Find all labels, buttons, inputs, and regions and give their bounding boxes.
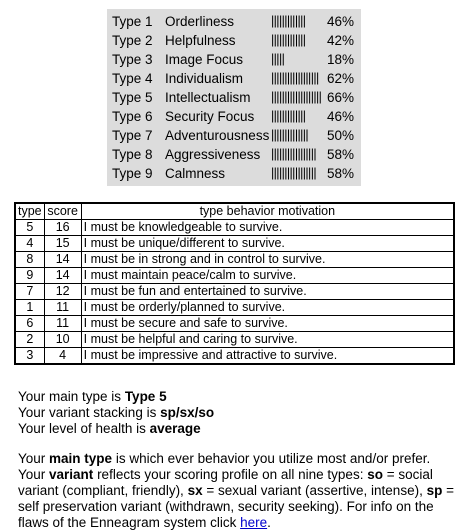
score-type: Type 1 <box>112 14 153 29</box>
score-type: Type 7 <box>112 128 153 143</box>
row-score: 11 <box>44 300 81 316</box>
row-type: 7 <box>15 284 44 300</box>
row-type: 1 <box>15 300 44 316</box>
table-row <box>15 300 454 316</box>
row-score: 4 <box>44 348 81 365</box>
stacking-line: Your variant stacking is sp/sx/so <box>18 405 215 420</box>
table-row <box>15 284 454 300</box>
score-type: Type 9 <box>112 166 153 181</box>
score-type: Type 8 <box>112 147 153 162</box>
header-score: score <box>44 203 81 220</box>
score-type: Type 5 <box>112 90 153 105</box>
row-score: 16 <box>44 220 81 236</box>
row-type: 9 <box>15 268 44 284</box>
score-name: Orderliness <box>165 14 235 29</box>
enneagram-flaws-link[interactable]: here <box>240 515 268 530</box>
score-percent: 18% <box>327 52 355 67</box>
row-score: 10 <box>44 332 81 348</box>
score-bar: ||||| <box>271 52 285 66</box>
score-bar: ||||||||||||| <box>271 109 306 123</box>
row-motivation: I must be helpful and caring to survive. <box>81 332 454 348</box>
score-type: Type 4 <box>112 71 153 86</box>
row-score: 14 <box>44 268 81 284</box>
score-name: Image Focus <box>165 52 244 67</box>
score-bar: |||||||||||||||||| <box>271 71 319 85</box>
score-type: Type 6 <box>112 109 153 124</box>
score-type: Type 2 <box>112 33 153 48</box>
score-percent: 46% <box>327 109 355 124</box>
score-percent: 58% <box>327 147 355 162</box>
row-motivation: I must be secure and safe to survive. <box>81 316 454 332</box>
table-row <box>15 332 454 348</box>
score-percent: 58% <box>327 166 355 181</box>
row-type: 4 <box>15 236 44 252</box>
row-type: 6 <box>15 316 44 332</box>
table-body <box>15 220 454 365</box>
score-bar: ||||||||||||| <box>271 14 306 28</box>
score-percent: 62% <box>327 71 355 86</box>
health-line: Your level of health is average <box>18 421 201 436</box>
main-type-value: Type 5 <box>124 389 167 404</box>
score-percent: 42% <box>327 33 355 48</box>
score-type: Type 3 <box>112 52 153 67</box>
row-motivation: I must be knowledgeable to survive. <box>81 220 454 236</box>
score-bar: ||||||||||||||||||| <box>271 90 322 104</box>
score-percent: 66% <box>327 90 355 105</box>
score-name: Calmness <box>165 166 226 181</box>
row-score: 15 <box>44 236 81 252</box>
score-percent: 46% <box>327 14 355 29</box>
score-bar: ||||||||||||| <box>271 33 306 47</box>
row-motivation: I must maintain peace/calm to survive. <box>81 268 454 284</box>
main-type-line: Your main type is Type 5 <box>18 389 167 404</box>
table-row <box>15 236 454 252</box>
table-row <box>15 220 454 236</box>
row-motivation: I must be impressive and attractive to survive. <box>81 348 454 365</box>
score-name: Adventurousness <box>165 128 270 143</box>
row-score: 11 <box>44 316 81 332</box>
score-panel <box>107 9 361 186</box>
health-value: average <box>149 421 201 436</box>
table-row <box>15 348 454 365</box>
score-name: Security Focus <box>165 109 255 124</box>
score-name: Aggressiveness <box>165 147 261 162</box>
score-percent: 50% <box>327 128 355 143</box>
header-motivation: type behavior motivation <box>81 203 454 220</box>
row-motivation: I must be fun and entertained to survive. <box>81 284 454 300</box>
table-row <box>15 268 454 284</box>
row-score: 12 <box>44 284 81 300</box>
result-summary <box>18 389 458 531</box>
score-bar: ||||||||||||||||| <box>271 166 317 180</box>
score-name: Helpfulness <box>165 33 236 48</box>
row-type: 3 <box>15 348 44 365</box>
score-bar: ||||||||||||||||| <box>271 147 317 161</box>
behavior-table <box>14 202 455 365</box>
row-type: 8 <box>15 252 44 268</box>
explanation-paragraph: Your main type is which ever behavior you utilize most and/or prefer. Your variant reflects your scoring profile on all nine types: so = social variant (compliant, friendly), sx = sexual variant (assertive, intense), sp = self preservation variant (withdrawn, security seeking). For info on the flaws of the Enneagram system click here. <box>18 451 454 530</box>
row-type: 2 <box>15 332 44 348</box>
row-type: 5 <box>15 220 44 236</box>
score-name: Individualism <box>165 71 244 86</box>
score-name: Intellectualism <box>165 90 251 105</box>
row-motivation: I must be unique/different to survive. <box>81 236 454 252</box>
row-motivation: I must be orderly/planned to survive. <box>81 300 454 316</box>
row-motivation: I must be in strong and in control to survive. <box>81 252 454 268</box>
header-type: type <box>15 203 44 220</box>
table-row <box>15 316 454 332</box>
row-score: 14 <box>44 252 81 268</box>
stacking-value: sp/sx/so <box>160 405 215 420</box>
score-bar: |||||||||||||| <box>271 128 309 142</box>
table-header-row <box>15 203 454 220</box>
table-row <box>15 252 454 268</box>
